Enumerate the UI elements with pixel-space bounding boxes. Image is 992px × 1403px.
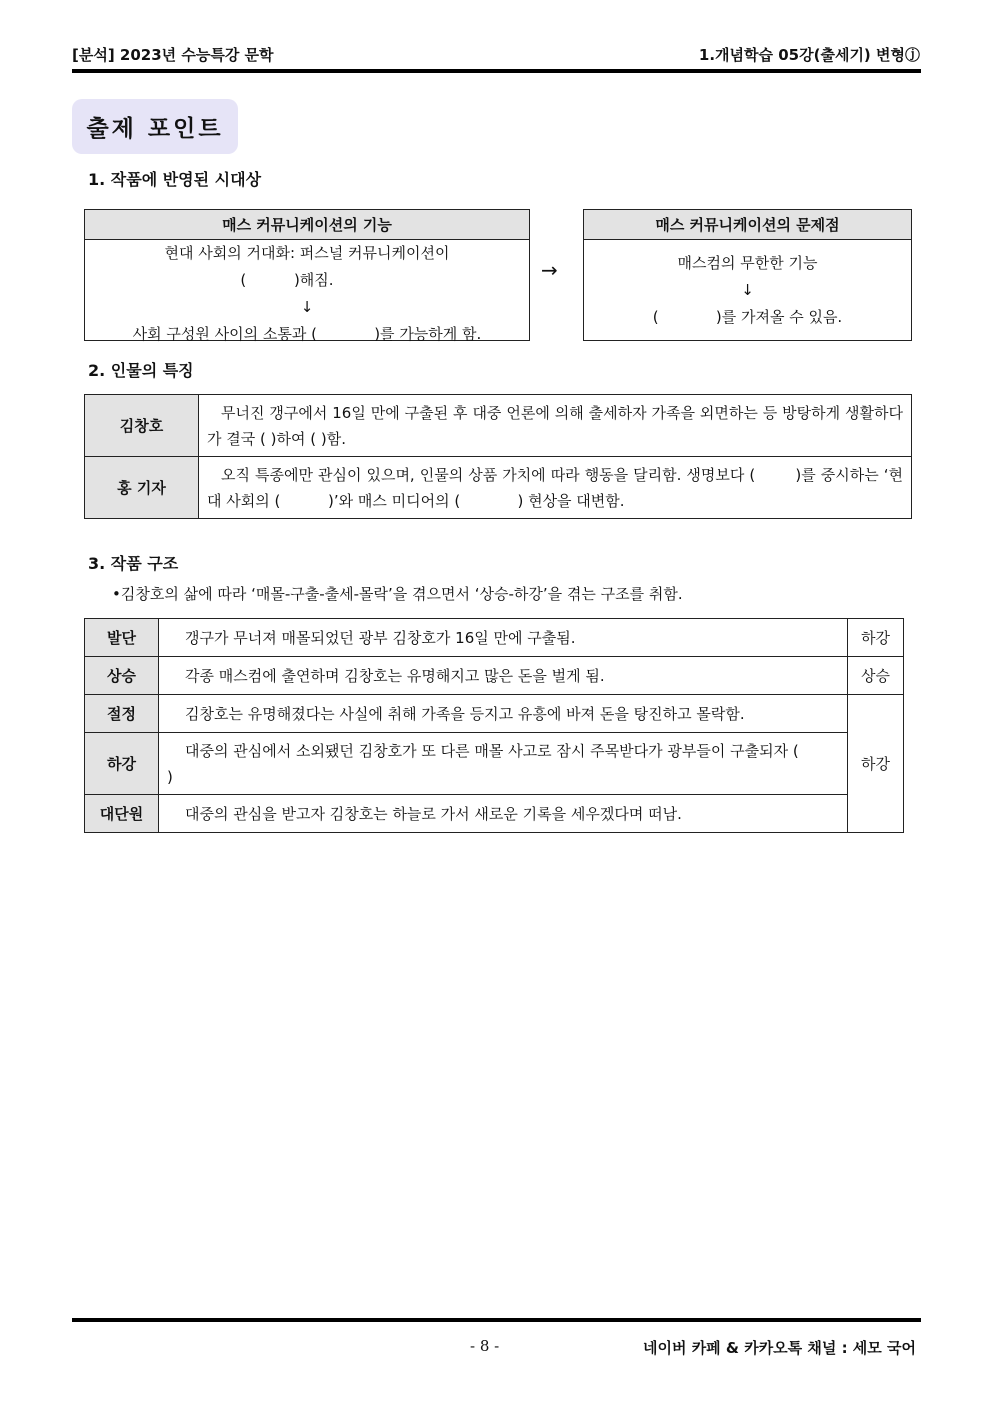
box-line: 매스컴의 무한한 기능	[677, 254, 818, 272]
stage-description: 각종 매스컴에 출연하며 김창호는 유명해지고 많은 돈을 벌게 됨.	[159, 657, 848, 695]
down-arrow: ↓	[741, 281, 754, 299]
table-row	[85, 395, 912, 457]
table-row	[85, 733, 904, 795]
box-heading: 매스 커뮤니케이션의 문제점	[584, 210, 911, 240]
stage-label: 발단	[85, 619, 159, 657]
header-title-left: [분석] 2023년 수능특강 문학	[72, 46, 274, 64]
character-name: 홍 기자	[85, 457, 199, 519]
right-arrow: →	[541, 258, 558, 282]
footer-rule	[72, 1318, 921, 1322]
page-number: - 8 -	[470, 1337, 500, 1355]
trend-label: 상승	[848, 657, 904, 695]
box-heading: 매스 커뮤니케이션의 기능	[85, 210, 529, 240]
character-description: 오직 특종에만 관심이 있으며, 인물의 상품 가치에 따라 행동을 달리함. 생명보다 ( )를 중시하는 ‘현대 사회의 ( )’와 매스 미디어의 ( ) 현상을 대변함.	[199, 457, 912, 519]
header-rule	[72, 69, 921, 73]
stage-description: 김창호는 유명해졌다는 사실에 취해 가족을 등지고 유흥에 바져 돈을 탕진하고 몰락함.	[159, 695, 848, 733]
character-table	[84, 394, 912, 519]
footer-channel: 네이버 카페 & 카카오톡 채널 : 세모 국어	[643, 1339, 916, 1357]
box-line: ( )를 가져올 수 있음.	[652, 308, 843, 326]
structure-table	[84, 618, 904, 833]
section3-title: 3. 작품 구조	[88, 554, 179, 573]
trend-label: 하강	[848, 619, 904, 657]
stage-description: 대중의 관심을 받고자 김창호는 하늘로 가서 새로운 기록을 세우겠다며 떠남.	[159, 795, 848, 833]
down-arrow: ↓	[300, 298, 314, 316]
table-row	[85, 457, 912, 519]
table-row	[85, 695, 904, 733]
section1-title: 1. 작품에 반영된 시대상	[88, 170, 262, 189]
box-mass-comm-function	[84, 209, 530, 341]
structure-summary: •김창호의 삶에 따라 ‘매몰-구출-출세-몰락’을 겪으면서 ‘상승-하강’을 겪는 구조를 취함.	[112, 585, 683, 603]
trend-label: 하강	[848, 695, 904, 833]
section-badge: 출제 포인트	[72, 99, 238, 154]
box-line: ( )해짐.	[240, 271, 334, 289]
stage-label: 상승	[85, 657, 159, 695]
section2-title: 2. 인물의 특징	[88, 361, 194, 380]
table-row	[85, 657, 904, 695]
stage-description: 대중의 관심에서 소외됐던 김창호가 또 다른 매몰 사고로 잠시 주목받다가 광부들이 구출되자 ( )	[159, 733, 848, 795]
header-title-right: 1.개념학습 05강(출세기) 변형ⓙ	[698, 46, 920, 64]
character-name: 김창호	[85, 395, 199, 457]
table-row	[85, 795, 904, 833]
box-line: 사회 구성원 사이의 소통과 ( )를 가능하게 함.	[132, 325, 482, 343]
box-mass-comm-problem	[583, 209, 912, 341]
stage-label: 하강	[85, 733, 159, 795]
box-line: 현대 사회의 거대화: 퍼스널 커뮤니케이션이	[164, 244, 450, 262]
table-row	[85, 619, 904, 657]
character-description: 무너진 갱구에서 16일 만에 구출된 후 대중 언론에 의해 출세하자 가족을 외면하는 등 방탕하게 생활하다가 결국 ( )하여 ( )함.	[199, 395, 912, 457]
stage-description: 갱구가 무너져 매몰되었던 광부 김창호가 16일 만에 구출됨.	[159, 619, 848, 657]
stage-label: 대단원	[85, 795, 159, 833]
stage-label: 절정	[85, 695, 159, 733]
